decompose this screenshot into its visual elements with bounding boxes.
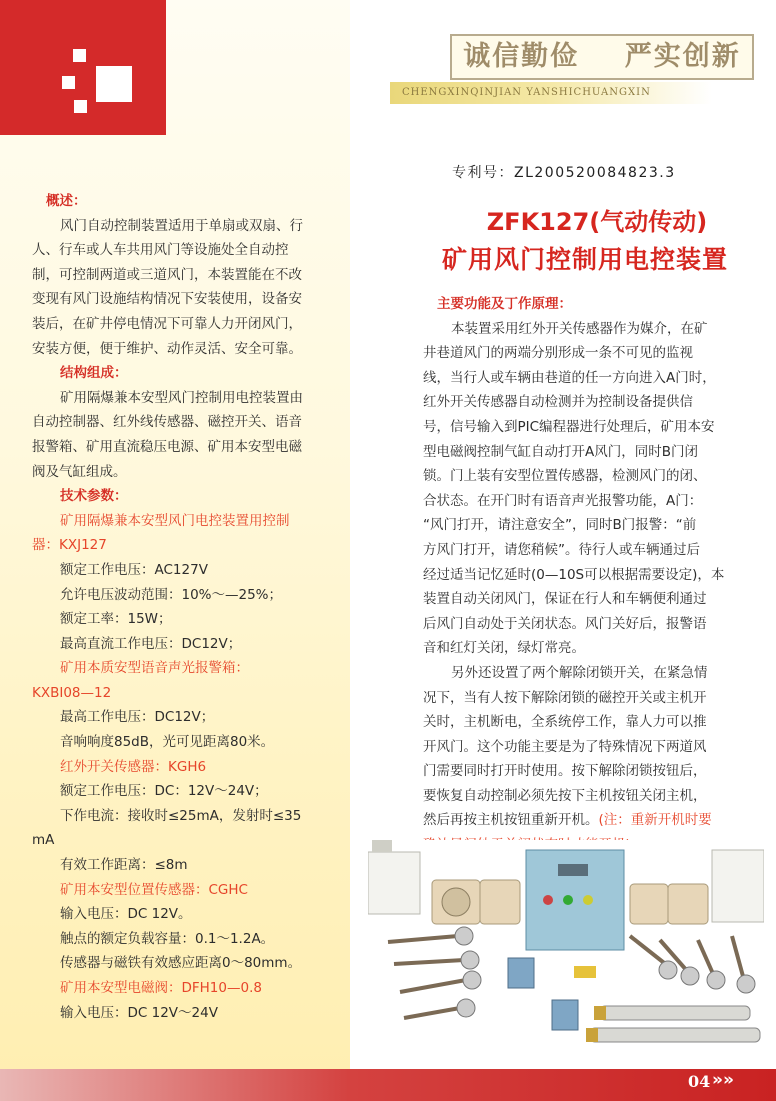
logo-square-large [96,66,132,102]
right-column-text [423,292,759,858]
patent-number: 专利号：ZL200520084823.3 [452,165,676,181]
right-text-line: 装置自动关闭风门，保证在行人和车辆便利通过 [423,591,707,608]
right-text-line: 方风门打开，请您稍候”。待行人或车辆通过后 [423,541,700,558]
corner-logo-block [0,0,166,135]
right-text-line: 开风门。这个功能主要是为了特殊情况下两道风 [423,738,707,755]
left-text-line: 有效工作距离：≤8m [60,857,188,874]
left-text-line: 变现有风门设施结构情况下安装使用，设备安 [32,291,302,308]
left-text-line: 额定工作电压：AC127V [60,561,208,578]
right-text-line: 关时，主机断电，全系统停工作，靠人力可以推 [423,714,707,731]
left-text-line: 人、行车或人车共用风门等设施处全自动控 [32,242,289,259]
left-text-line: 额定工作电压：DC：12V～24V； [60,783,268,800]
right-text-line: 锁。门上装有安型位置传感器，检测风门的闭、 [423,468,707,485]
right-text-line: 型电磁阀控制气缸自动打开A风门，同时B门闭 [423,443,698,460]
next-page-arrows-icon: »» [712,1070,734,1090]
left-text-line: 最高直流工作电压：DC12V； [60,635,242,652]
right-text-line: 经过适当记忆延时(0—10S可以根据需要设定)，本 [423,566,725,583]
right-text-line: 本装置采用红外开关传感器作为媒介，在矿 [451,320,708,337]
left-text-line: 风门自动控制装置适用于单扇或双扇、行 [60,217,303,234]
right-text-line: 要恢复自动控制必须先按下主机按钮关闭主机， [423,787,707,804]
right-text-line: 另外还设置了两个解除闭锁开关，在紧急情 [451,664,708,681]
left-text-line: 矿用本安型位置传感器：CGHC [60,881,248,898]
right-text-line: 线，当行人或车辆由巷道的任一方向进入A门时， [423,369,716,386]
right-text-line: 井巷道风门的两端分别形成一条不可见的监视 [423,345,693,362]
note-text: (注：重新开机时要 [598,812,712,829]
left-text-line: 矿用本质安型语音声光报警箱： [60,660,249,677]
left-text-line: 技术参数： [60,488,128,505]
left-text-line: 额定工率：15W； [60,611,172,628]
slogan-header [390,32,760,102]
left-text-line: 阀及气缸组成。 [32,463,127,480]
slogan-pinyin: CHENGXINQINJIAN YANSHICHUANGXIN [390,82,712,104]
right-text-line: 合状态。在开门时有语音声光报警功能，A门： [423,492,703,509]
left-text-line: KXBI08—12 [32,684,112,701]
left-text-line: 装后，在矿井停电情况下可靠人力开闭风门， [32,315,302,332]
right-text-line: “风门打开，请注意安全”，同时B门报警：“前 [423,517,697,534]
logo-square-small-2 [62,76,75,89]
left-text-line: 结构组成： [60,365,128,382]
product-model-title: ZFK127(气动传动) [486,208,708,236]
left-text-line: 自动控制器、红外线传感器、磁控开关、语音 [32,414,302,431]
left-text-line: mA [32,832,55,849]
left-text-line: 制，可控制两道或三道风门，本装置能在不改 [32,266,302,283]
left-text-line: 输入电压：DC 12V。 [60,906,192,923]
left-text-line: 矿用隔爆兼本安型风门控制用电控装置由 [60,389,303,406]
left-text-line: 红外开关传感器：KGH6 [60,758,207,775]
logo-square-small-1 [73,49,86,62]
slogan-text: 诚信勤俭 严实创新 [450,34,754,80]
page-number: 04 [688,1072,711,1091]
left-text-line: 安装方便，便于维护、动作灵活、安全可靠。 [32,340,302,357]
right-text-line: 音和红灯关闭，绿灯常亮。 [423,640,585,657]
logo-square-small-3 [74,100,87,113]
left-text-line: 矿用本安型电磁阀：DFH10—0.8 [60,980,262,996]
left-text-line: 最高工作电压：DC12V； [60,709,215,726]
right-text-line: 红外开关传感器自动检测并为控制设备提供信 [423,394,693,411]
footer-bar [0,1069,776,1101]
right-text-line: 主要功能及丁作原理： [437,296,572,312]
left-text-line: 报警箱、矿用直流稳压电源、矿用本安型电磁 [32,438,302,455]
left-text-line: 触点的额定负载容量：0.1～1.2A。 [60,930,275,947]
product-photo [368,840,764,1060]
left-text-line: 输入电压：DC 12V～24V [60,1004,218,1021]
right-text-line: 号，信号输入到PIC编程器进行处理后，矿用本安 [423,418,715,435]
right-text-line: 况下，当有人按下解除闭锁的磁控开关或主机开 [423,689,707,706]
left-text-line: 下作电流：接收时≤25mA，发射时≤35 [60,807,302,824]
left-text-line: 器：KXJ127 [32,537,107,554]
left-text-line: 矿用隔爆兼本安型风门电控装置用控制 [60,512,290,529]
left-text-line: 概述： [46,193,87,209]
right-text-line: 后风门自动处于关闭状态。风门关好后，报警语 [423,615,707,632]
right-text-line: 门需要同时打开时使用。按下解除闭锁按钮后， [423,763,707,780]
left-column-text [32,189,344,1025]
left-text-line: 传感器与磁铁有效感应距离0～80mm。 [60,955,302,972]
right-text-line [423,808,759,833]
left-text-line: 音响响度85dB，光可见距离80米。 [60,734,275,751]
text-segment: 然后再按主机按钮重新开机。 [423,812,599,829]
left-text-line: 允许电压波动范围：10%～—25%； [60,586,283,603]
product-name-title: 矿用风门控制用电控装置 [441,245,728,274]
